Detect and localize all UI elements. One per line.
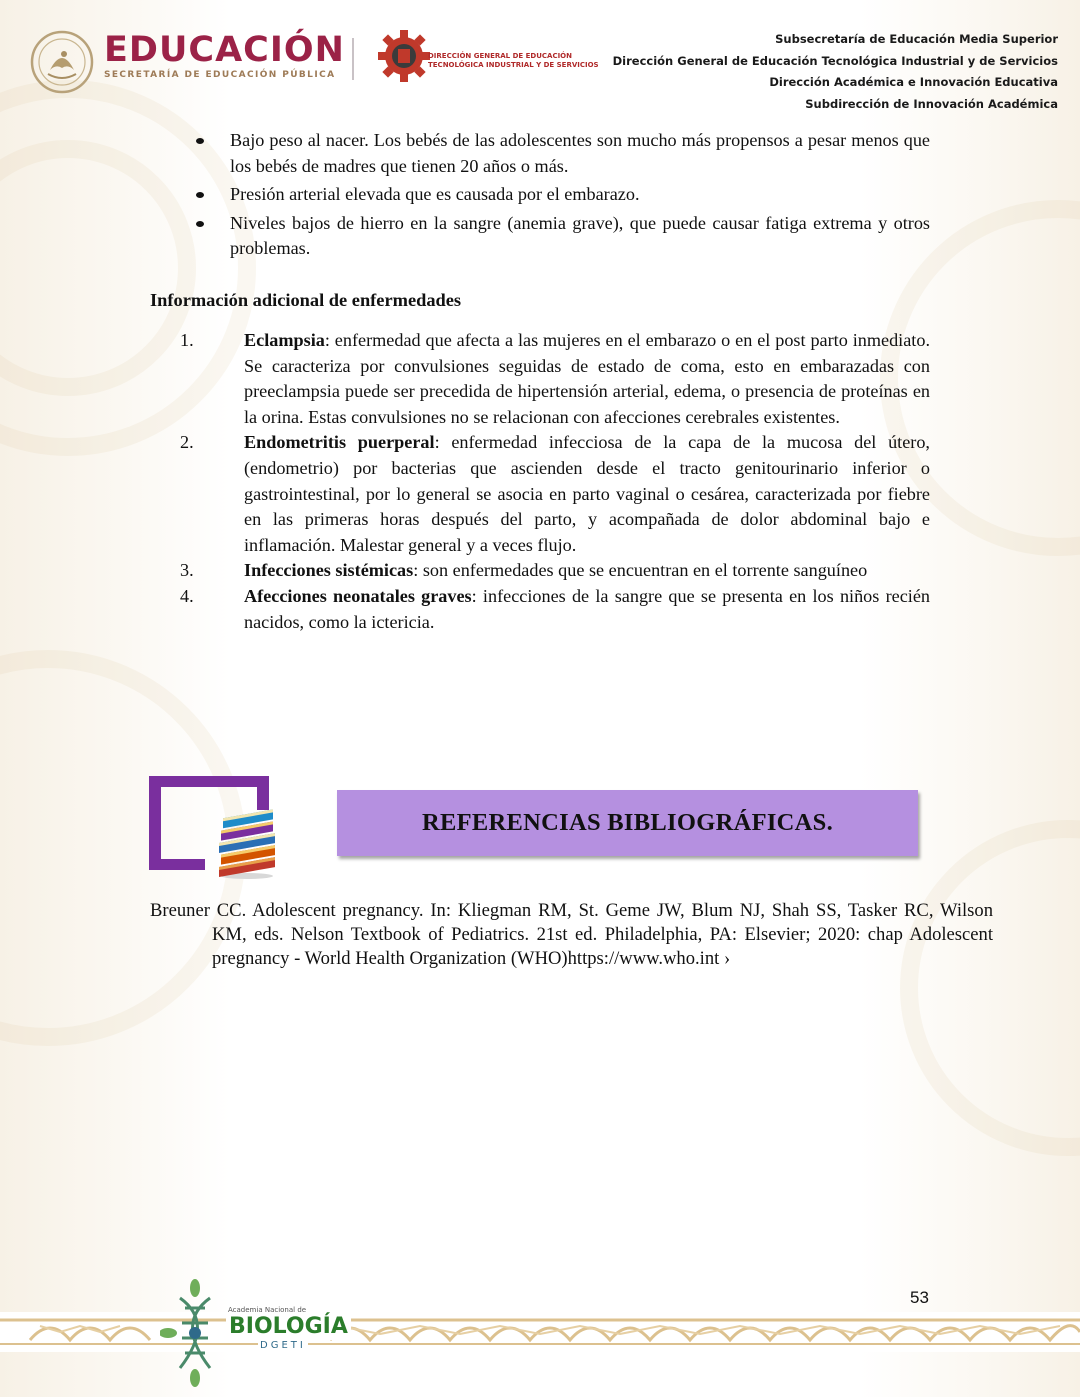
logo-title: BIOLOGÍA [226,1314,351,1340]
bullet-icon [196,138,204,144]
item-description: : son enfermedades que se encuentran en el torrente sanguíneo [413,560,868,581]
list-item [180,558,930,584]
brand-title: EDUCACIÓN [104,30,345,70]
brand-subtitle: SECRETARÍA DE EDUCACIÓN PÚBLICA [104,70,336,80]
references-banner: REFERENCIAS BIBLIOGRÁFICAS. [337,790,918,856]
disease-list [180,328,930,635]
list-item [180,430,930,558]
bullet-icon [196,221,204,227]
logo-caption: Academia Nacional de [228,1306,307,1314]
logo-subtitle: DGETI [260,1340,306,1351]
item-term: Endometritis puerperal [244,432,435,453]
mexico-seal-icon [30,30,94,94]
bullet-icon [196,192,204,198]
sep-brand [104,30,345,80]
bullet-item [195,128,930,179]
list-item [180,328,930,430]
header-line: Subdirección de Innovación Académica [805,96,1058,111]
books-icon [213,806,281,880]
dgeti-gear-icon [378,30,430,82]
header-line: Dirección Académica e Innovación Educativa [769,75,1058,89]
header-line: Dirección General de Educación Tecnológica Industrial y de Servicios [612,53,1058,68]
header-line: Subsecretaría de Educación Media Superior [775,32,1058,46]
bullet-item [195,182,930,208]
item-number: 2. [180,432,194,453]
dgeti-line-2: TECNOLÓGICA INDUSTRIAL Y DE SERVICIOS [428,61,599,69]
item-term: Eclampsia [244,330,325,350]
header-institution-lines [613,29,1058,115]
dgeti-name [428,52,599,70]
section-heading: Información adicional de enfermedades [150,290,462,310]
reference-entry: Breuner CC. Adolescent pregnancy. In: Kliegman RM, St. Geme JW, Blum NJ, Shah SS, Tasker RC, Wilson KM, eds. Nelson Textbook of Pediatrics. 21st ed. Philadelphia, PA: Elsevier; 2020: chap Adolescent pregnancy - World Health Organization (WHO)https://www.who.int › [150,900,993,969]
item-description: : enfermedad infecciosa de la capa de la mucosa del útero, (endometrio) por bacterias que ascienden desde el tracto genitourinario inferior o gastrointestinal, por lo general se asocia en parto vaginal o cesárea, caracterizada por fiebre en las primeras horas después del parto, y acompañada de dolor abdominal bajo e inflamación. Malestar general y a veces flujo. [244,432,930,555]
bullet-text: Presión arterial elevada que es causada por el embarazo. [230,184,640,204]
bullet-text: Niveles bajos de hierro en la sangre (anemia grave), que puede causar fatiga extrema y otros problemas. [230,212,930,258]
item-description: : enfermedad que afecta a las mujeres en el embarazo o en el post parto inmediato. Se caracteriza por convulsiones seguidas de estado de coma, esto en embarazadas con preeclampsia puede ser precedida de hipertensión arterial, edema, o presencia de proteínas en la orina. Estas convulsiones no se relacionan con afecciones cerebrales existentes. [244,330,930,427]
dgeti-line-1: DIRECCIÓN GENERAL DE EDUCACIÓN [428,52,572,60]
item-number: 1. [180,330,194,350]
bullet-text: Bajo peso al nacer. Los bebés de las adolescentes son mucho más propensos a pesar menos que los bebés de madres que tienen 20 años o más. [230,130,930,176]
page-number: 53 [910,1288,929,1307]
item-description: : infecciones de la sangre que se presenta en los niños recién nacidos, como la ictericia. [244,585,931,632]
item-number: 3. [180,560,194,581]
item-term: Afecciones neonatales graves [244,585,472,606]
item-term: Infecciones sistémicas [244,560,414,581]
bullet-list [195,128,930,265]
item-number: 4. [180,585,194,606]
bullet-item [195,211,930,262]
list-item [180,584,930,635]
watermark-decoration [900,820,1080,1156]
header-divider [352,38,354,80]
